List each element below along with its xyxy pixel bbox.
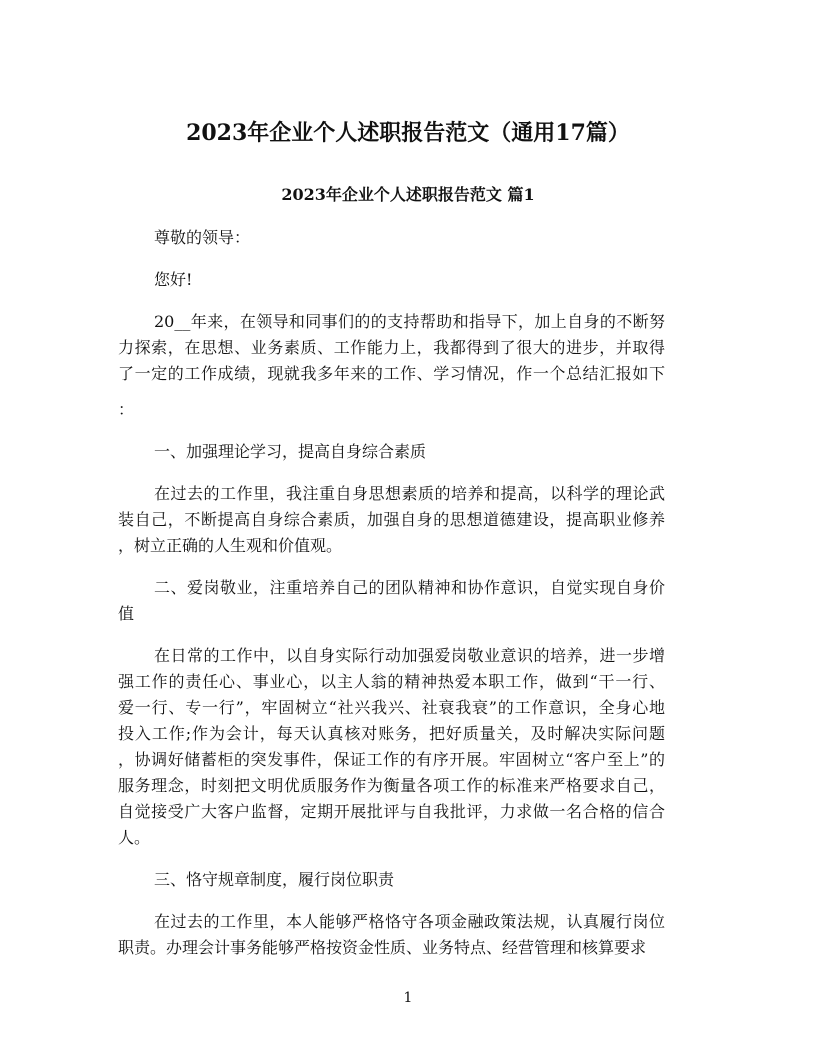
text-line: 三、恪守规章制度，履行岗位职责	[154, 870, 395, 889]
text-line: 二、爱岗敬业，注重培养自己的团队精神和协作意识，自觉实现自身价	[154, 578, 665, 597]
paragraph	[118, 267, 665, 293]
text-line: 值	[118, 604, 135, 623]
text-line: 力探索，在思想、业务素质、工作能力上，我都得到了很大的进步，并取得	[118, 338, 665, 357]
text-line: 20__年来，在领导和同事们的的支持帮助和指导下，加上自身的不断努	[154, 312, 665, 331]
text-line: 爱一行、专一行”，牢固树立“社兴我兴、社衰我衰”的工作意识，全身心地	[118, 698, 665, 717]
text-line: 人。	[118, 828, 151, 847]
paragraph	[118, 481, 665, 559]
paragraph	[118, 439, 665, 465]
paragraph	[118, 225, 665, 251]
text-line: 了一定的工作成绩，现就我多年来的工作、学习情况，作一个总结汇报如下	[118, 364, 665, 383]
text-line: 在过去的工作里，我注重自身思想素质的培养和提高，以科学的理论武	[154, 484, 665, 503]
document-title: 2023年企业个人述职报告范文（通用17篇）	[186, 120, 630, 146]
text-line: 投入工作;作为会计，每天认真核对账务，把好质量关，及时解决实际问题	[118, 724, 665, 743]
paragraph	[118, 575, 665, 627]
text-line: 您好!	[154, 270, 193, 289]
text-line: 一、加强理论学习，提高自身综合素质	[154, 442, 427, 461]
text-line: 装自己，不断提高自身综合素质，加强自身的思想道德建设，提高职业修养	[118, 510, 665, 529]
text-line: 职责。办理会计事务能够严格按资金性质、业务特点、经营管理和核算要求	[118, 938, 647, 957]
text-line: ，协调好储蓄柜的突发事件，保证工作的有序开展。牢固树立“客户至上”的	[118, 750, 665, 769]
text-line: 自觉接受广大客户监督，定期开展批评与自我批评，力求做一名合格的信合	[118, 802, 665, 821]
text-line: 在日常的工作中，以自身实际行动加强爱岗敬业意识的培养，进一步增	[154, 646, 665, 665]
paragraph	[118, 643, 665, 851]
text-line: 尊敬的领导：	[154, 228, 251, 247]
paragraph	[118, 867, 665, 893]
text-line: ，树立正确的人生观和价值观。	[118, 536, 343, 555]
text-line: 在过去的工作里，本人能够严格恪守各项金融政策法规，认真履行岗位	[154, 912, 665, 931]
paragraph	[118, 309, 665, 423]
paragraph	[118, 909, 665, 961]
section-heading: 2023年企业个人述职报告范文 篇1	[281, 185, 535, 204]
text-line: 服务理念，时刻把文明优质服务作为衡量各项工作的标准来严格要求自己，	[118, 776, 665, 795]
text-line: 强工作的责任心、事业心，以主人翁的精神热爱本职工作，做到“干一行、	[118, 672, 665, 691]
document-body	[118, 225, 665, 977]
text-line: ：	[118, 400, 135, 419]
page-number: 1	[403, 990, 413, 1006]
